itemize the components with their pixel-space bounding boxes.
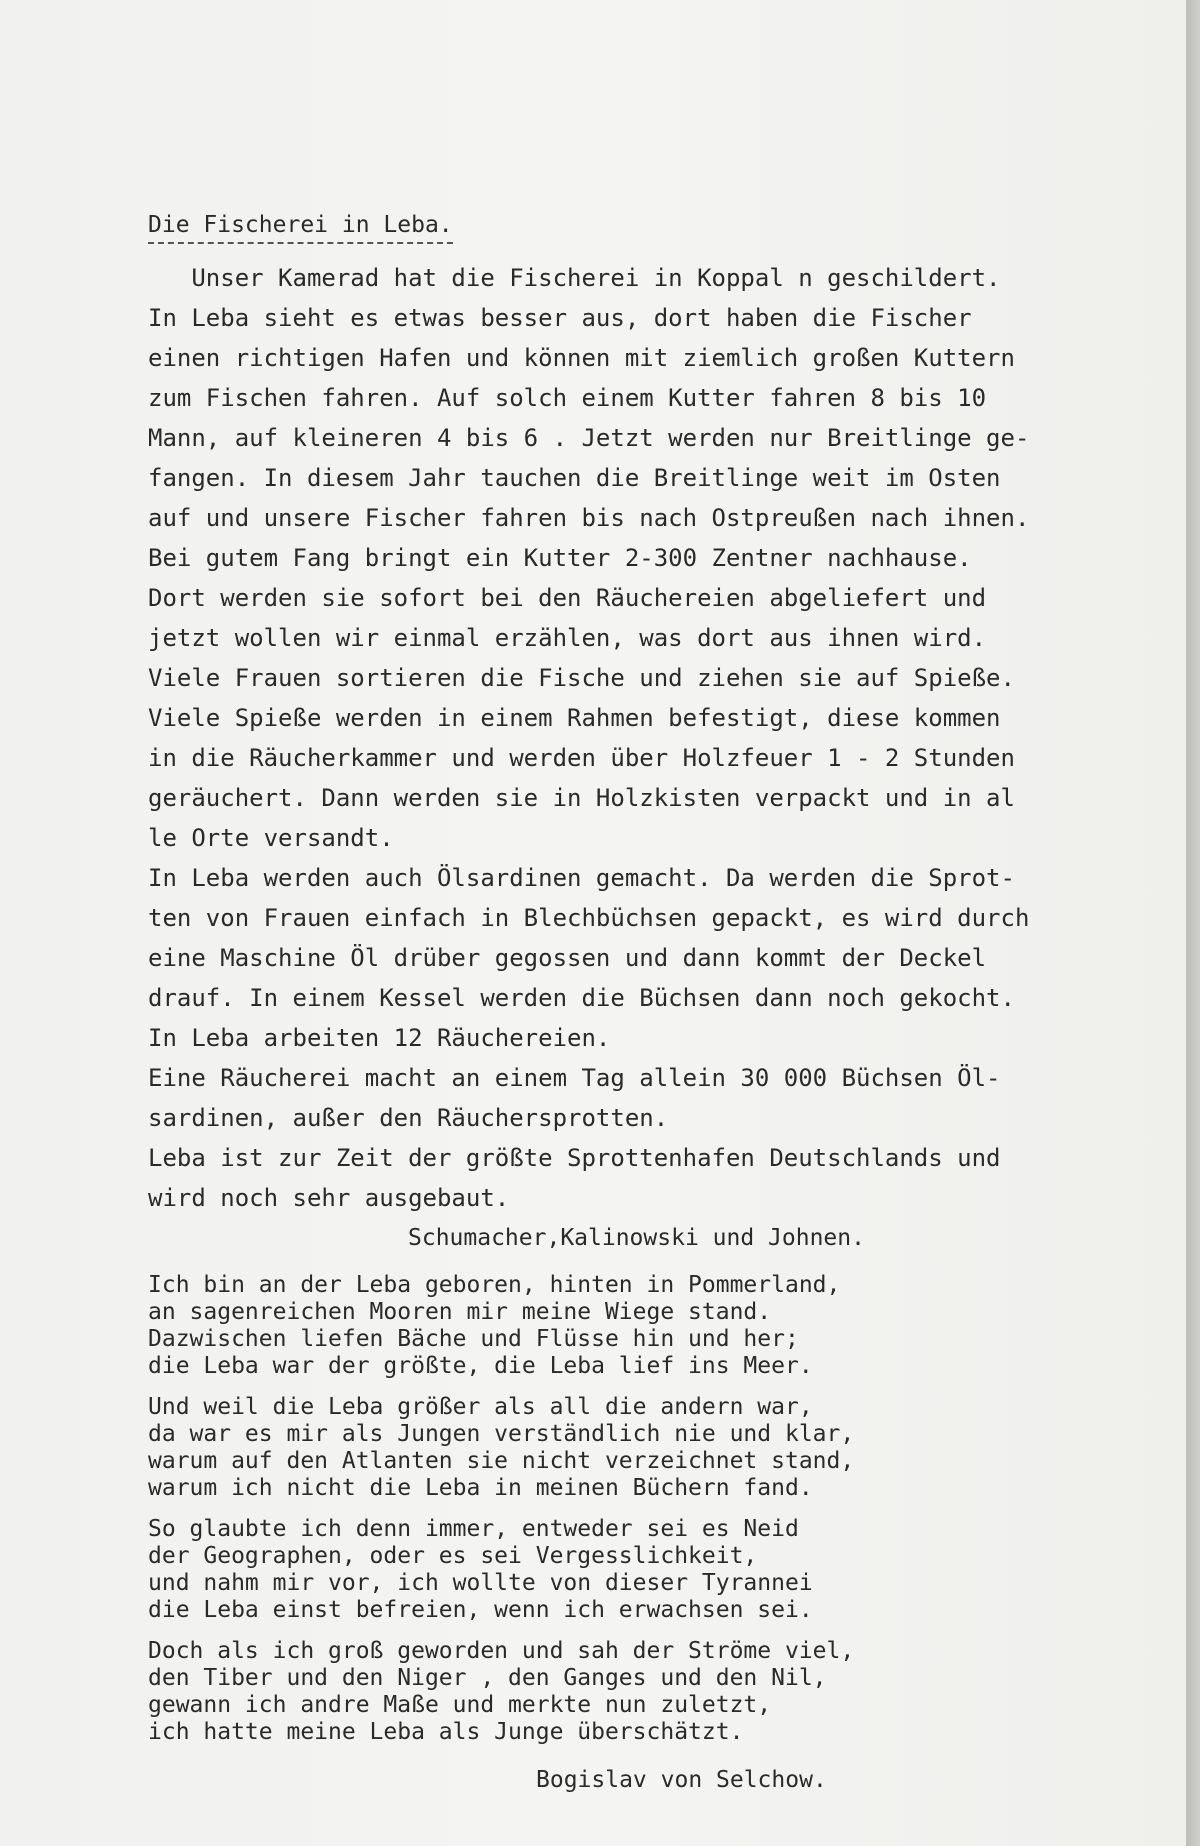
article-title: Die Fischerei in Leba. <box>148 210 453 244</box>
poem-line: und nahm mir vor, ich wollte von dieser Tyrannei <box>148 1570 813 1596</box>
article-line: Mann, auf kleineren 4 bis 6 . Jetzt werden nur Breitlinge ge- <box>148 424 1030 452</box>
article-line: wird noch sehr ausgebaut. <box>148 1184 510 1212</box>
article-line: Bei gutem Fang bringt ein Kutter 2-300 Zentner nachhause. <box>148 544 972 572</box>
article-line: Unser Kamerad hat die Fischerei in Koppal n geschildert. <box>148 264 1001 292</box>
article-line: geräuchert. Dann werden sie in Holzkisten verpackt und in al <box>148 784 1015 812</box>
article-line: ten von Frauen einfach in Blechbüchsen gepackt, es wird durch <box>148 904 1030 932</box>
article-line: auf und unsere Fischer fahren bis nach Ostpreußen nach ihnen. <box>148 504 1030 532</box>
poem <box>148 1272 1138 1746</box>
article-line: Eine Räucherei macht an einem Tag allein 30 000 Büchsen Öl- <box>148 1064 1001 1092</box>
poem-line: den Tiber und den Niger , den Ganges und den Nil, <box>148 1665 827 1691</box>
poem-stanza <box>148 1638 1138 1746</box>
poem-author: Bogislav von Selchow. <box>536 1767 827 1793</box>
poem-line: ich hatte meine Leba als Junge überschätzt. <box>148 1719 744 1745</box>
poem-line: Dazwischen liefen Bäche und Flüsse hin und her; <box>148 1326 799 1352</box>
poem-line: die Leba war der größte, die Leba lief ins Meer. <box>148 1353 813 1379</box>
document-text <box>148 210 1138 1800</box>
poem-line: warum auf den Atlanten sie nicht verzeichnet stand, <box>148 1448 855 1474</box>
article-line: In Leba sieht es etwas besser aus, dort haben die Fischer <box>148 304 972 332</box>
poem-line: gewann ich andre Maße und merkte nun zuletzt, <box>148 1692 772 1718</box>
poem-stanza <box>148 1394 1138 1502</box>
article-line: le Orte versandt. <box>148 824 394 852</box>
poem-line: da war es mir als Jungen verständlich nie und klar, <box>148 1421 855 1447</box>
article-line: Dort werden sie sofort bei den Räuchereien abgeliefert und <box>148 584 987 612</box>
poem-stanza <box>148 1516 1138 1624</box>
poem-line: die Leba einst befreien, wenn ich erwachsen sei. <box>148 1597 813 1623</box>
article-line: sardinen, außer den Räuchersprotten. <box>148 1104 669 1132</box>
poem-line: So glaubte ich denn immer, entweder sei es Neid <box>148 1516 799 1542</box>
article-line: In Leba werden auch Ölsardinen gemacht. Da werden die Sprot- <box>148 864 1015 892</box>
article-line: fangen. In diesem Jahr tauchen die Breitlinge weit im Osten <box>148 464 1001 492</box>
poem-stanza <box>148 1272 1138 1380</box>
article-line: Viele Frauen sortieren die Fische und ziehen sie auf Spieße. <box>148 664 1015 692</box>
article-line: Viele Spieße werden in einem Rahmen befestigt, diese kommen <box>148 704 1001 732</box>
poem-line: der Geographen, oder es sei Vergesslichkeit, <box>148 1543 758 1569</box>
article-line: jetzt wollen wir einmal erzählen, was dort aus ihnen wird. <box>148 624 987 652</box>
poem-line: Und weil die Leba größer als all die andern war, <box>148 1394 813 1420</box>
page-edge <box>1186 0 1200 1846</box>
article-line: eine Maschine Öl drüber gegossen und dann kommt der Deckel <box>148 944 987 972</box>
article-line: in die Räucherkammer und werden über Holzfeuer 1 - 2 Stunden <box>148 744 1015 772</box>
article-line: Leba ist zur Zeit der größte Sprottenhafen Deutschlands und <box>148 1144 1001 1172</box>
article-line: In Leba arbeiten 12 Räuchereien. <box>148 1024 611 1052</box>
article-line: zum Fischen fahren. Auf solch einem Kutter fahren 8 bis 10 <box>148 384 987 412</box>
article-body <box>148 258 1138 1218</box>
poem-line: warum ich nicht die Leba in meinen Büchern fand. <box>148 1475 813 1501</box>
poem-line: an sagenreichen Mooren mir meine Wiege stand. <box>148 1299 772 1325</box>
article-line: drauf. In einem Kessel werden die Büchsen dann noch gekocht. <box>148 984 1015 1012</box>
poem-line: Ich bin an der Leba geboren, hinten in Pommerland, <box>148 1272 841 1298</box>
article-authors: Schumacher,Kalinowski und Johnen. <box>408 1225 865 1251</box>
article-line: einen richtigen Hafen und können mit ziemlich großen Kuttern <box>148 344 1015 372</box>
poem-line: Doch als ich groß geworden und sah der Ströme viel, <box>148 1638 855 1664</box>
